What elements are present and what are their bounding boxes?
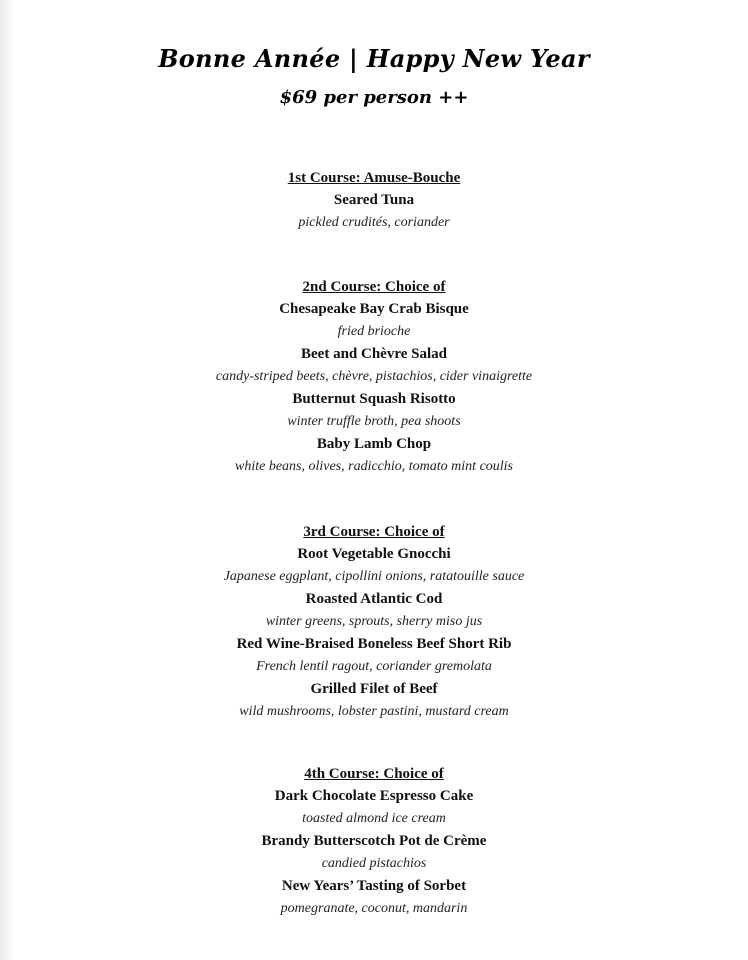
dish-name: Beet and Chèvre Salad bbox=[301, 346, 447, 362]
course-heading: 4th Course: Choice of bbox=[304, 766, 444, 782]
course-heading: 1st Course: Amuse-Bouche bbox=[287, 170, 461, 186]
dish-description: French lentil ragout, coriander gremolata bbox=[256, 659, 492, 674]
dish-description: winter greens, sprouts, sherry miso jus bbox=[265, 614, 483, 629]
dish-name: Dark Chocolate Espresso Cake bbox=[274, 788, 474, 804]
dish-description: candied pistachios bbox=[321, 856, 427, 871]
dish-description: wild mushrooms, lobster pastini, mustard cream bbox=[239, 704, 509, 719]
menu-price: $69 per person ++ bbox=[279, 87, 469, 108]
dish-name: Baby Lamb Chop bbox=[316, 436, 432, 452]
course-3 bbox=[0, 521, 748, 723]
course-4 bbox=[0, 763, 748, 920]
dish-name: Brandy Butterscotch Pot de Crème bbox=[261, 833, 487, 849]
dish-description: white beans, olives, radicchio, tomato mint coulis bbox=[234, 459, 514, 474]
course-heading: 3rd Course: Choice of bbox=[303, 524, 445, 540]
dish-description: pomegranate, coconut, mandarin bbox=[280, 901, 468, 916]
dish-name: Grilled Filet of Beef bbox=[310, 681, 438, 697]
dish-description: candy-striped beets, chèvre, pistachios, cider vinaigrette bbox=[215, 369, 533, 384]
dish-description: winter truffle broth, pea shoots bbox=[287, 414, 461, 429]
dish-description: toasted almond ice cream bbox=[302, 811, 446, 826]
dish-description: pickled crudités, coriander bbox=[298, 215, 450, 230]
dish-name: Roasted Atlantic Cod bbox=[305, 591, 443, 607]
dish-name: Butternut Squash Risotto bbox=[292, 391, 456, 407]
course-1 bbox=[0, 167, 748, 234]
course-heading: 2nd Course: Choice of bbox=[302, 279, 446, 295]
dish-name: Root Vegetable Gnocchi bbox=[297, 546, 451, 562]
dish-name: Seared Tuna bbox=[333, 192, 415, 208]
dish-name: New Years’ Tasting of Sorbet bbox=[281, 878, 467, 894]
menu-title: Bonne Année | Happy New Year bbox=[158, 44, 590, 73]
dish-name: Chesapeake Bay Crab Bisque bbox=[279, 301, 469, 317]
course-2 bbox=[0, 276, 748, 478]
dish-description: fried brioche bbox=[337, 324, 411, 339]
dish-description: Japanese eggplant, cipollini onions, ratatouille sauce bbox=[223, 569, 525, 584]
dish-name: Red Wine-Braised Boneless Beef Short Rib bbox=[236, 636, 512, 652]
